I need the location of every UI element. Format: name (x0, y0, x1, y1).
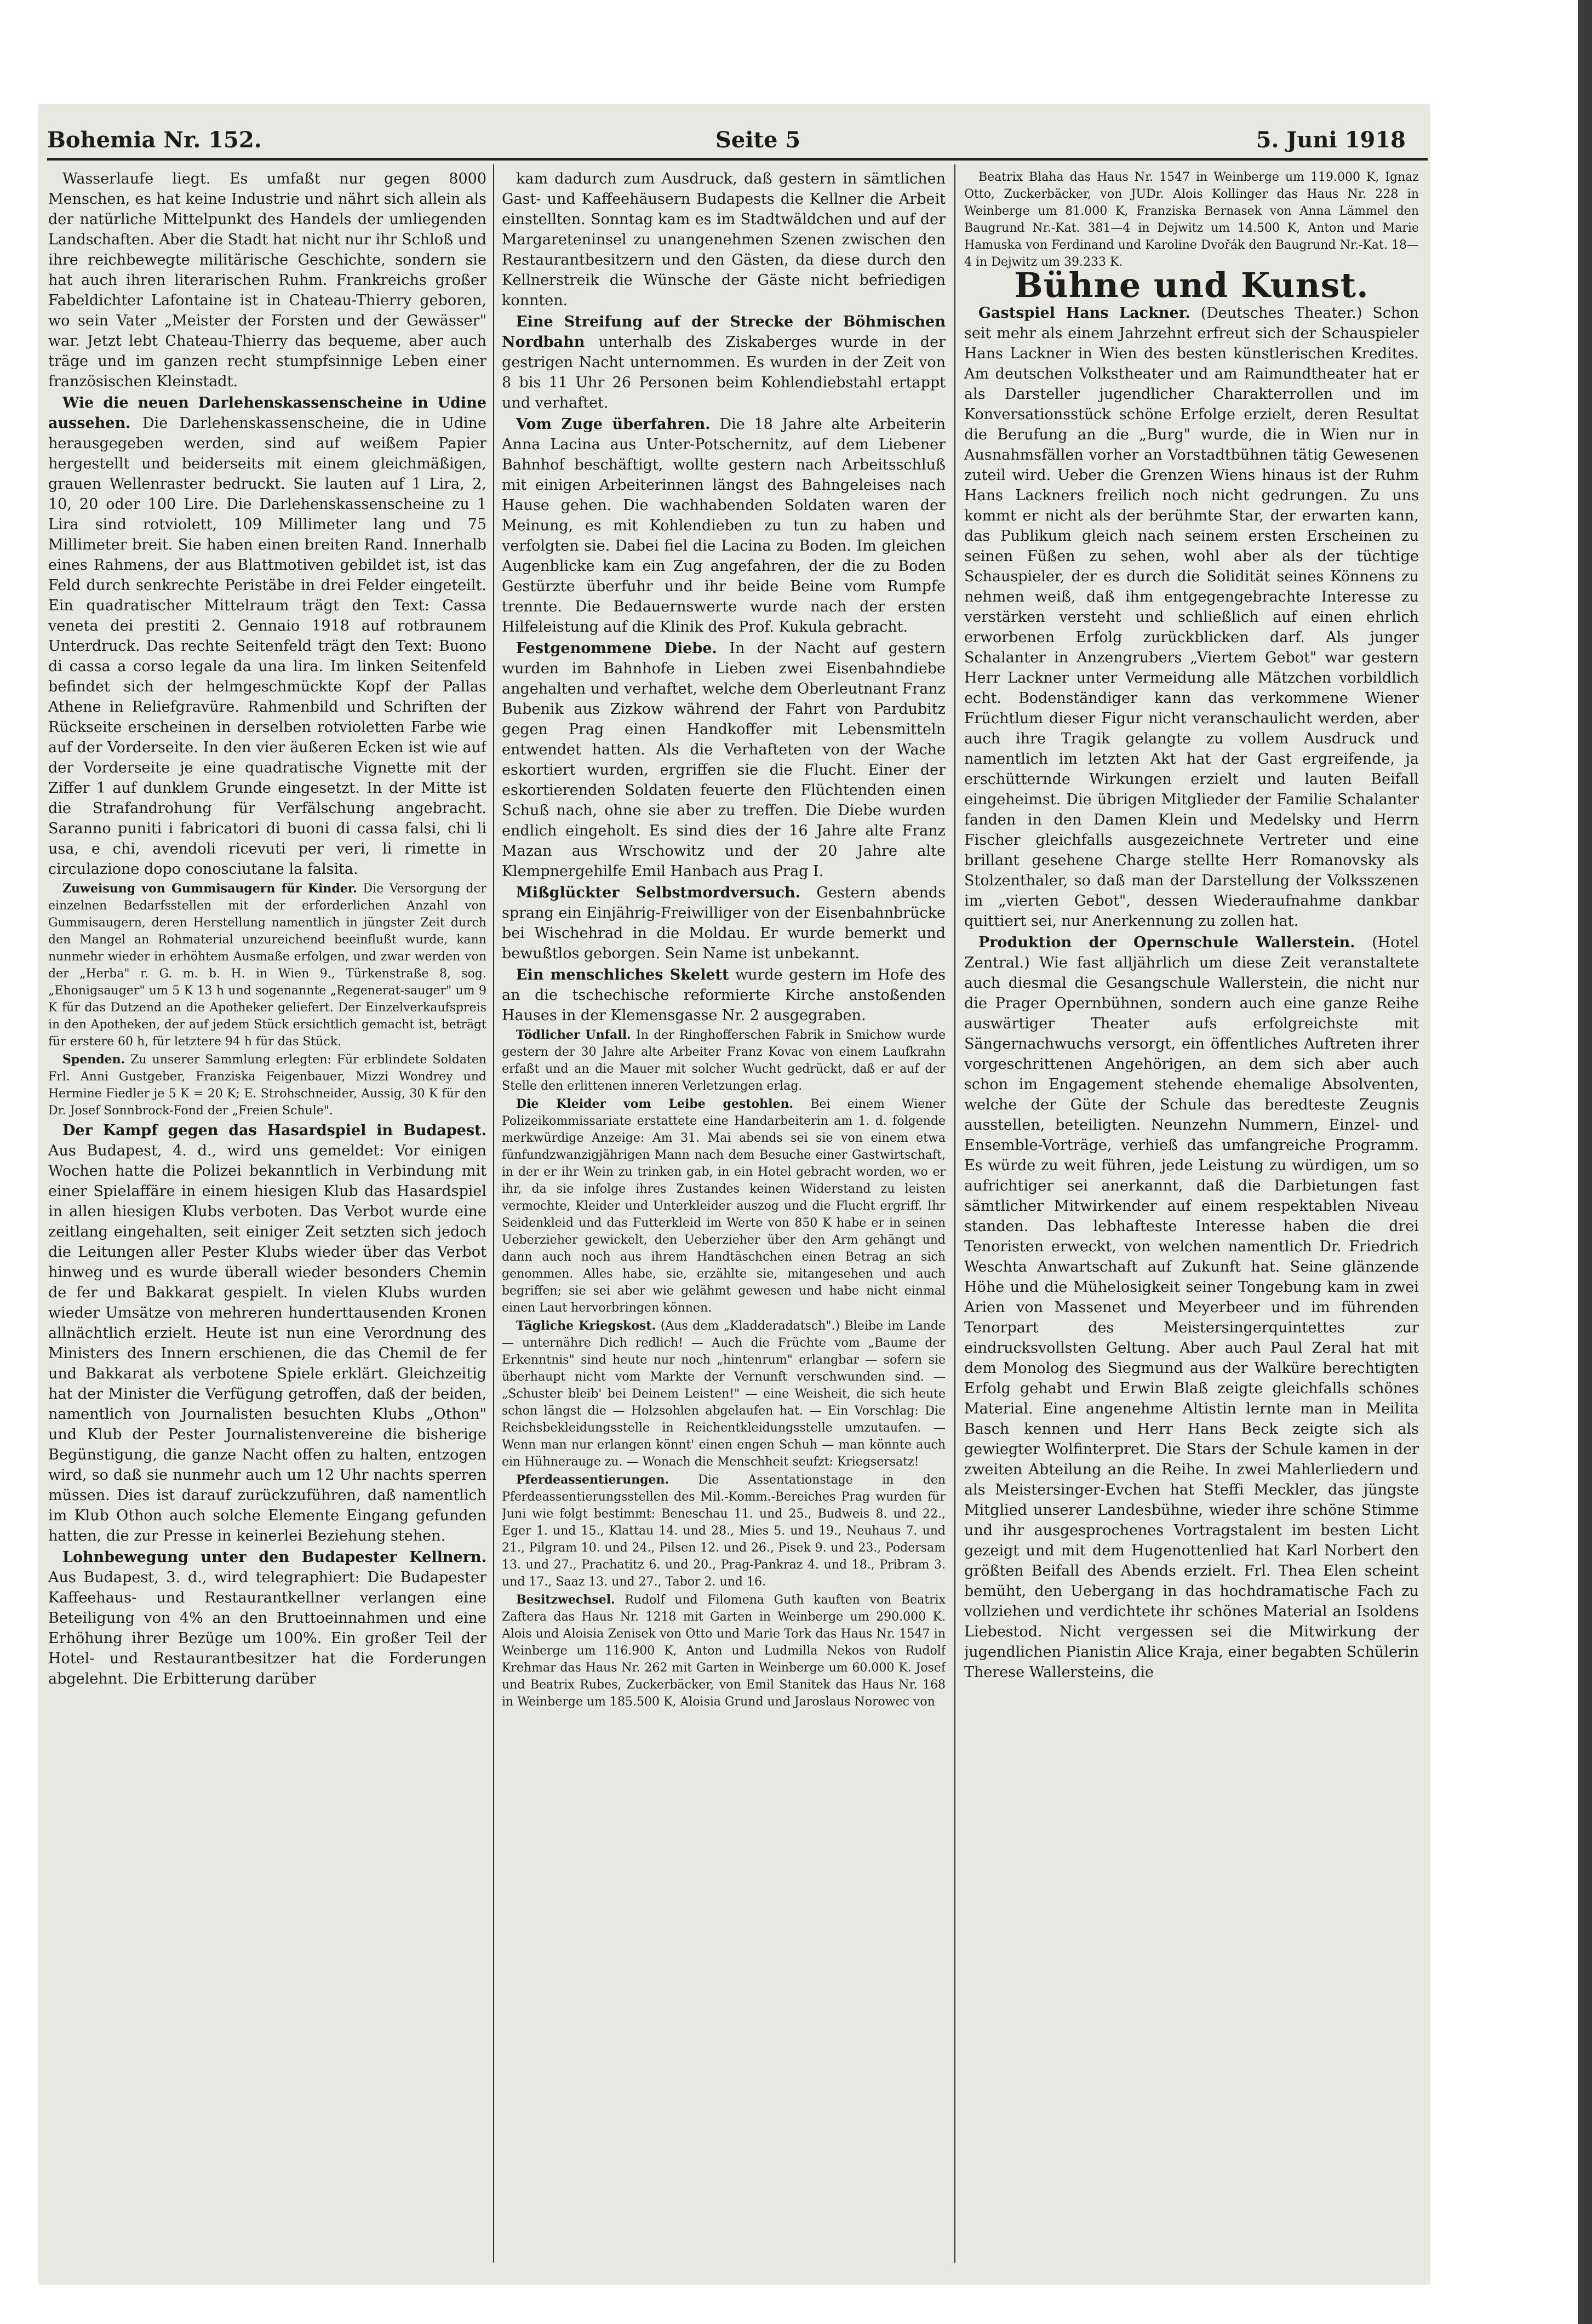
article-body: Die Assentationstage in den Pferdeassentierungsstellen des Mil.-Komm.-Bereiches Prag wurden für Juni wie folgt bestimmt: Beneschau 11. und 25., Budweis 8. und 22., Eger 1. und 15., Klattau 14. und 28., Mies 5. und 19., Neuhaus 7. und 21., Pilgram 10. und 24., Pilsen 12. und 26., Pisek 9. und 23., Podersam 13. und 27., Prachatitz 6. und 20., Prag-Pankraz 4. und 18., Pribram 3. und 17., Saaz 13. und 27., Tabor 2. und 16. (502, 1473, 946, 1589)
article-heading: Pferdeassentierungen. (516, 1473, 669, 1487)
article (502, 1472, 946, 1590)
article-body: unterhalb des Ziskaberges wurde in der gestrigen Nacht unternommen. Es wurden in der Zeit von 8 bis 11 Uhr 26 Personen beim Kohlendiebstahl ertappt und verhaftet. (502, 334, 946, 411)
article (964, 303, 1419, 931)
article-body: Die Versorgung der einzelnen Bedarfsstellen mit der erforderlichen Anzahl von Gummisaugern, deren Herstellung namentlich in jüngster Zeit durch den Mangel an Rohmaterial unzureichend beeinflußt wurde, kann nunmehr wieder in erhöhtem Ausmaße erfolgen, und zwar werden von der „Herba" r. G. m. b. H. in Wien 9., Türkenstraße 8, sog. „Ehonigsauger" um 5 K 13 h und sogenannte „Regenerat-sauger" um 9 K für das Dutzend an die Apotheker geliefert. Der Einzelverkaufspreis in den Apotheken, der auf jedem Stück ersichtlich gemacht ist, beträgt für erstere 60 h, für letztere 94 h für das Stück. (48, 882, 486, 1049)
article-heading: Lohnbewegung unter den Budapester Kellnern. (62, 1549, 486, 1566)
article-paragraph: Wasserlaufe liegt. Es umfaßt nur gegen 8000 Menschen, es hat keine Industrie und nährt sich allein als der natürliche Mittelpunkt des Handels der umliegenden Landschaften. Aber die Stadt hat nicht nur ihr Schloß und ihre reichbewegte militärische Geschichte, sondern sie hat auch ihren literarischen Ruhm. Frankreichs großer Fabeldichter Lafontaine ist in Chateau-Thierry geboren, wo sein Vater „Meister der Forsten und der Gewässer" war. Jetzt lebt Chateau-Thierry das bequeme, aber auch träge und im ganzen recht stumpfsinnige Leben einer französischen Kleinstadt. (48, 170, 486, 390)
article (502, 1592, 946, 1710)
article-heading: Wie die neuen Darlehenskassenscheine in Udine aussehen. (48, 394, 486, 432)
article-body: Aus Budapest, 4. d., wird uns gemeldet: Vor einigen Wochen hatte die Polizei bekanntlich in Verbindung mit einer Spielaffäre in einem hiesigen Klub das Hasardspiel in allen hiesigen Klubs verboten. Das Verbot wurde eine zeitlang eingehalten, seit einiger Zeit setzten sich jedoch die Leitungen aller Pester Klubs wieder über das Verbot hinweg und es wurde überall wieder besonders Chemin de fer und Bakkarat gespielt. In vielen Klubs wurden wieder Umsätze von mehreren hunderttausenden Kronen allnächtlich erzielt. Heute ist nun eine Verordnung des Ministers des Innern erschienen, die das Chemil de fer und Bakkarat als verbotene Spiele erklärt. Gleichzeitig hat der Minister die Verfügung getroffen, daß der beiden, namentlich von Journalisten besuchten Klubs „Othon" und Klub der Pester Journalistenvereine die bisherige Begünstigung, die ganze Nacht offen zu halten, entzogen wird, so daß sie nunmehr auch um 12 Uhr nachts sperren müssen. Dies ist darauf zurückzuführen, daß namentlich im Klub Othon auch solche Elemente Eingang gefunden hatten, die zur Presse in keinerlei Beziehung stehen. (48, 1142, 486, 1544)
article (502, 638, 946, 881)
article-heading: Zuweisung von Gummisaugern für Kinder. (62, 881, 357, 896)
article-body: (Hotel Zentral.) Wie fast alljährlich um diese Zeit veranstaltete auch diesmal die Gesangschule Wallerstein, die nicht nur die Prager Opernbühnen, sondern auch eine ganze Reihe auswärtiger Theater aufs erfolgreichste mit Sängernachwuchs versorgt, ein öffentliches Auftreten ihrer vorgeschrittenen Angehörigen, an dem sich aber auch schon im Engagement stehende ehemalige Absolventen, welche der Güte der Schule das beredteste Zeugnis ausstellen, beteiligten. Neunzehn Nummern, Einzel- und Ensemble-Vorträge, verhieß das umfangreiche Programm. Es würde zu weit führen, jede Leistung zu würdigen, um so aufrichtiger sei anerkannt, daß die Darbietungen fast sämtlicher Mitwirkender auf einem respektablen Niveau standen. Das lebhafteste Interesse haben die drei Tenoristen erweckt, von welchen namentlich Dr. Friedrich Weschta Anwartschaft auf Zukunft hat. Seine glänzende Höhe und die Mühelosigkeit seiner Tongebung kam in zwei Arien von Massenet und Meyerbeer und im führenden Tenorpart des Meistersingerquintettes zur eindrucksvollsten Geltung. Aber auch Paul Zeral hat mit dem Monolog des Siegmund aus der Walküre berechtigten Erfolg gehabt und Erwin Blaß zeigte gleichfalls schönes Material. Eine angenehme Altistin lernte man in Meilita Basch kennen und Herr Hans Beck zeigte sich als gewiegter Wolfinterpret. Die Stars der Schule kamen in der zweiten Abteilung an die Reihe. In zwei Mahlerliedern und als Meistersinger-Evchen hat Steffi Meckler, das jüngste Mitglied unserer Landesbühne, wieder ihre schöne Stimme und ihr ausgesprochenes Vortragstalent im besten Licht gezeigt und mit dem Hugenottenlied hat Karl Norbert den größten Beifall des Abends erzielt. Frl. Thea Elen scheint bemüht, den Uebergang in das hochdramatische Fach zu vollziehen und verdichtete ihr schönes Material an Isoldens Liebestod. Nicht vergessen sei die Mitwirkung der jugendlichen Pianistin Alice Kraja, einer begabten Schülerin Therese Wallersteins, die (964, 934, 1419, 1681)
article-heading: Der Kampf gegen das Hasardspiel in Budapest. (62, 1122, 486, 1139)
article-body: Die 18 Jahre alte Arbeiterin Anna Lacina aus Unter-Potschernitz, auf dem Liebener Bahnhof beschäftigt, wollte gestern nach Arbeitsschluß mit einigen Arbeiterinnen längst des Bahngeleises nach Hause gehen. Die wachhabenden Soldaten waren der Meinung, es mit Kohlendieben zu tun zu haben und verfolgten sie. Dabei fiel die Lacina zu Boden. Im gleichen Augenblicke kam ein Zug angefahren, der die zu Boden Gestürzte überfuhr und ihr beide Beine vom Rumpfe trennte. Die Bedauernswerte wurde nach der ersten Hilfeleistung auf die Klinik des Prof. Kukula gebracht. (502, 416, 946, 636)
article-body: Die Darlehenskassenscheine, die in Udine herausgegeben werden, sind auf weißem Papier hergestellt und beiderseits mit einem gleichmäßigen, grauen Wellenraster bedruckt. Sie lauten auf 1 Lira, 2, 10, 20 oder 100 Lire. Die Darlehenskassenscheine zu 1 Lira sind rotviolett, 109 Millimeter lang und 75 Millimeter breit. Sie haben einen breiten Rand. Innerhalb eines Rahmens, der aus Blattmotiven gebildet ist, ist das Feld durch senkrechte Peristäbe in drei Felder eingeteilt. Ein quadratischer Mittelraum trägt den Text: Cassa veneta dei prestiti 2. Gennaio 1918 auf rotbraunem Unterdruck. Das rechte Seitenfeld trägt den Text: Buono di cassa a corso legale da una lira. Im linken Seitenfeld befindet sich der helmgeschmückte Kopf der Pallas Athene in Reliefgravüre. Rahmenbild und Schriften der Rückseite erscheinen in derselben rotvioletten Farbe wie auf der Vorderseite. In den vier äußeren Ecken ist wie auf der Vorderseite je eine quadratische Vignette mit der Ziffer 1 auf dunklem Grunde eingesetzt. In der Mitte ist die Strafandrohung für Verfälschung angebracht. Saranno puniti i fabricatori di buoni di cassa falsi, chi li usa, e chi, avendoli ricevuti per veri, li rimette in circulazione dopo conosciutane la falsita. (48, 415, 486, 878)
column-3 (964, 169, 1419, 2262)
article-body: Rudolf und Filomena Guth kauften von Beatrix Zaftera das Haus Nr. 1218 mit Garten in Weinberge um 290.000 K. Alois und Aloisia Zenisek von Otto und Marie Tork das Haus Nr. 1547 in Weinberge um 116.900 K, Anton und Ludmilla Nekos von Rudolf Krehmar das Haus Nr. 262 mit Garten in Weinberge um 60.000 K. Josef und Beatrix Rubes, Zuckerbäcker, von Emil Stanitek das Haus Nr. 168 in Weinberge um 185.500 K, Aloisia Grund und Jaroslaus Norowec von (502, 1593, 946, 1709)
article (48, 1120, 486, 1546)
article (502, 414, 946, 637)
article (964, 932, 1419, 1682)
header-page-number: Seite 5 (715, 127, 801, 153)
article-body: Aus Budapest, 3. d., wird telegraphiert: Die Budapester Kaffeehaus- und Restaurantkellner verlangen eine Beteiligung von 4% an den Bruttoeinnahmen und eine Erhöhung ihrer Bezüge um 100%. Ein großer Teil der Hotel- und Restaurantbesitzer hat die Forderungen abgelehnt. Die Erbitterung darüber (48, 1569, 486, 1687)
article (502, 965, 946, 1026)
article-heading: Ein menschliches Skelett (516, 966, 729, 983)
article-heading: Tägliche Kriegskost. (516, 1319, 656, 1333)
article (502, 1027, 946, 1095)
article-paragraph: kam dadurch zum Ausdruck, daß gestern in sämtlichen Gast- und Kaffeehäusern Budapests die Kellner die Arbeit einstellten. Sonntag kam es im Stadtwäldchen und auf der Margareteninsel zu unangenehmen Szenen zwischen den Restaurantbesitzern und den Gästen, da diese durch den Kellnerstreik die Wünsche der Gäste nicht befriedigen konnten. (502, 170, 946, 309)
header-date: 5. Juni 1918 (1256, 127, 1406, 153)
article-body: Gestern abends sprang ein Einjährig-Freiwilliger von der Eisenbahnbrücke bei Wischehrad in die Moldau. Er wurde bemerkt und bewußtlos geborgen. Sein Name ist unbekannt. (502, 884, 946, 962)
article-body: In der Nacht auf gestern wurden im Bahnhofe in Lieben zwei Eisenbahndiebe angehalten und verhaftet, welche dem Oberleutnant Franz Bubenik aus Zizkow während der Fahrt von Pardubitz gegen Prag einen Handkoffer mit Lebensmitteln entwendet hatten. Als die Verhafteten von der Wache eskortiert wurden, ergriffen sie die Flucht. Einer der eskortierenden Soldaten feuerte den Flüchtenden einen Schuß nach, ohne sie aber zu treffen. Die Diebe wurden endlich eingeholt. Es sind dies der 16 Jahre alte Franz Mazan aus Wrschowitz und der 20 Jahre alte Klempnergehilfe Emil Hanbach aus Prag I. (502, 640, 946, 880)
article-heading: Die Kleider vom Leibe gestohlen. (516, 1097, 794, 1111)
column-rule (493, 164, 494, 2263)
article-heading: Eine Streifung auf der Strecke der Böhmischen Nordbahn (502, 313, 946, 351)
article (502, 1318, 946, 1470)
article (502, 883, 946, 964)
article (502, 312, 946, 413)
article-body: Bei einem Wiener Polizeikommissariate erstattete eine Handarbeiterin am 1. d. folgende merkwürdige Anzeige: Am 31. Mai abends sei sie von einem etwa fünfundzwanzigjährigen Mann nach dem Besuche einer Gastwirtschaft, in der er ihr Wein zu trinken gab, in ein Hotel gebracht worden, wo er ihr, da sie infolge ihres Zustandes keinen Widerstand zu leisten vermochte, Kleider und Unterkleider auszog und die Flucht ergriff. Ihr Seidenkleid und das Futterkleid im Werte von 850 K habe er in seinen Ueberzieher gewickelt, den Ueberzieher über den Arm gehängt und dann auch noch aus ihrem Handtäschchen einen Betrag an sich genommen. Alles habe, sie, erzählte sie, mitangesehen und auch begriffen; sie sei aber wie gelähmt gewesen und habe nicht einmal einen Laut hervorbringen können. (502, 1097, 946, 1315)
column-2 (502, 169, 946, 2262)
article-heading: Spenden. (62, 1052, 125, 1067)
section-heading: Bühne und Kunst. (1014, 265, 1369, 305)
page-header (47, 123, 1428, 161)
article-body: wurde gestern im Hofe des an die tschechische reformierte Kirche anstoßenden Hauses in der Klemensgasse Nr. 2 ausgegraben. (502, 966, 946, 1024)
header-paper-issue: Bohemia Nr. 152. (47, 127, 262, 153)
article-body: Zu unserer Sammlung erlegten: Für erblindete Soldaten Frl. Anni Gustgeber, Franziska Feigenbauer, Mizzi Wondrey und Hermine Fiedler je 5 K = 20 K; E. Strohschneider, Aussig, 30 K für den Dr. Josef Sonnbrock-Fond der „Freien Schule". (48, 1053, 486, 1118)
article-heading: Tödlicher Unfall. (516, 1028, 631, 1042)
article (48, 1547, 486, 1689)
article-heading: Mißglückter Selbstmordversuch. (516, 884, 801, 901)
article (48, 393, 486, 879)
article-body: (Aus dem „Kladderadatsch".) Bleibe im Lande — unternähre Dich redlich! — Auch die Früchte vom „Baume der Erkenntnis" sind heute nur noch „hintenrum" erlangbar — sofern sie überhaupt nicht vom Markte der Vernunft verschwunden sind. — „Schuster bleib' bei Deinem Leisten!" — eine Weisheit, die sich heute schon längst die — Holzsohlen abgelaufen hat. — Ein Vorschlag: Die Reichsbekleidungsstelle in Reichentkleidungsstelle umzutaufen. — Wenn man nur erlangen könnt' einen engen Schuh — man könnte auch ein Hühnerauge zu. — Wonach die Menschheit seufzt: Kriegsersatz! (502, 1319, 946, 1469)
column-rule (954, 164, 955, 2263)
article-heading: Vom Zuge überfahren. (516, 416, 711, 433)
article (48, 880, 486, 1050)
column-1 (48, 169, 486, 2262)
article (502, 1096, 946, 1316)
article-body: In der Ringhofferschen Fabrik in Smichow wurde gestern der 30 Jahre alte Arbeiter Franz Kovac von einem Laufkrahn erfaßt und an die Mauer mit solcher Wucht gedrückt, daß er auf der Stelle den erlittenen inneren Verletzungen erlag. (502, 1028, 946, 1093)
article-heading: Gastspiel Hans Lackner. (978, 305, 1190, 322)
newspaper-page (38, 104, 1430, 2285)
article-heading: Produktion der Opernschule Wallerstein. (978, 934, 1355, 951)
article (48, 1051, 486, 1119)
scan-edge (1578, 0, 1592, 2324)
article-paragraph: Beatrix Blaha das Haus Nr. 1547 in Weinberge um 119.000 K, Ignaz Otto, Zuckerbäcker, von JUDr. Alois Kollinger das Haus Nr. 228 in Weinberge um 81.000 K, Franziska Bernasek von Anna Lämmel den Baugrund Nr.-Kat. 381—4 in Dejwitz um 14.500 K, Anton und Marie Hamuska von Ferdinand und Karoline Dvořák den Baugrund Nr.-Kat. 18—4 in Dejwitz um 39.233 K. (964, 170, 1419, 269)
article-body: (Deutsches Theater.) Schon seit mehr als einem Jahrzehnt erfreut sich der Schauspieler Hans Lackner in Wien des besten künstlerischen Kredites. Am deutschen Volkstheater und am Raimundtheater hat er als Darsteller jugendlicher Charakterrollen und im Konversationsstück schöne Erfolge erzielt, deren Resultat die Berufung an die „Burg" wurde, die in Wien nur in Ausnahmsfällen vorher an Vorstadtbühnen tätig Gewesenen zuteil wird. Ueber die Grenzen Wiens hinaus ist der Ruhm Hans Lackners freilich noch nicht gedrungen. Zu uns kommt er nicht als der berühmte Star, der erwarten kann, das Publikum gleich nach seinem ersten Erscheinen zu seinen Füßen zu sehen, wohl aber als der tüchtige Schauspieler, der es durch die Solidität seines Könnens zu nehmen weiß, daß ihm entgegengebrachte Interesse zu verstärken versteht und schließlich auf einen ehrlich erworbenen Erfolg zurückblicken darf. Als junger Schalanter in Anzengrubers „Viertem Gebot" war gestern Herr Lackner unter Vermeidung alle Mätzchen vorbildlich echt. Bodenständiger kann das verkommene Wiener Früchtlum dieser Figur nicht veranschaulicht werden, aber auch ihre Tragik gelangte zu vollem Ausdruck und namentlich im letzten Akt hat der Gast ergreifende, ja erschütternde Wirkungen erzielt und lauten Beifall eingeheimst. Die übrigen Mitglieder der Familie Schalanter fanden in den Damen Klein und Medelsky und Herrn Fischer gleichfalls ausgezeichnete Vertreter und eine brillant gesehene Charge stellte Herr Romanovsky als Stolzenthaler, so daß man der Darstellung der Volksszenen im „vierten Gebot", dessen Wiederaufnahme dankbar quittiert sei, nur Anerkennung zu zollen hat. (964, 305, 1419, 930)
article-heading: Besitzwechsel. (516, 1593, 615, 1607)
article-heading: Festgenommene Diebe. (516, 640, 717, 657)
